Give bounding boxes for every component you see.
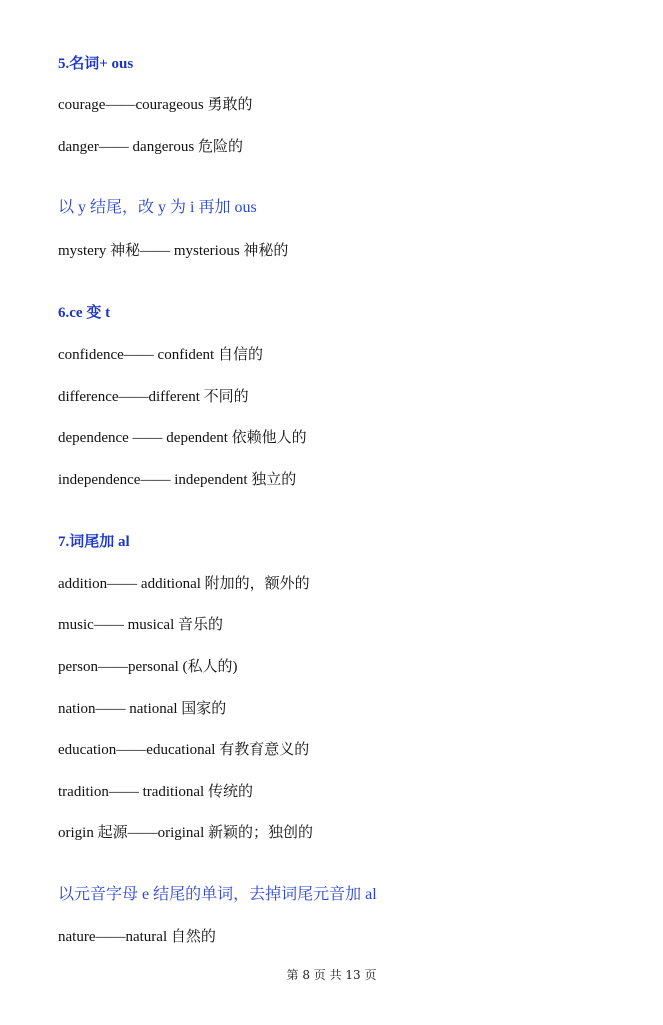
word-pair-independence: independence—— independent 独立的 [58, 472, 297, 488]
word-pair-origin: origin 起源——original 新颖的；独创的 [58, 825, 313, 841]
word-pair-music: music—— musical 音乐的 [58, 617, 223, 633]
word-pair-danger: danger—— dangerous 危险的 [58, 139, 243, 155]
word-pair-nation: nation—— national 国家的 [58, 701, 227, 717]
word-pair-confidence: confidence—— confident 自信的 [58, 347, 263, 363]
section-heading-6: 6.ce 变 t [58, 305, 111, 321]
rule-note-y-to-i: 以 y 结尾，改 y 为 i 再加 ous [58, 199, 257, 216]
section-heading-5: 5.名词+ ous [58, 56, 134, 72]
word-pair-difference: difference——different 不同的 [58, 389, 249, 405]
word-pair-nature: nature——natural 自然的 [58, 929, 216, 945]
page-number-footer: 第 8 页 共 13 页 [286, 968, 377, 982]
word-pair-addition: addition—— additional 附加的，额外的 [58, 576, 310, 592]
word-pair-tradition: tradition—— traditional 传统的 [58, 784, 253, 800]
word-pair-mystery: mystery 神秘—— mysterious 神秘的 [58, 243, 289, 259]
word-pair-courage: courage——courageous 勇敢的 [58, 97, 253, 113]
word-pair-education: education——educational 有教育意义的 [58, 742, 310, 758]
word-pair-person: person——personal (私人的) [58, 659, 238, 675]
word-pair-dependence: dependence —— dependent 依赖他人的 [58, 430, 307, 446]
rule-note-drop-e: 以元音字母 e 结尾的单词，去掉词尾元音加 al [58, 886, 377, 903]
section-heading-7: 7.词尾加 al [58, 534, 130, 550]
